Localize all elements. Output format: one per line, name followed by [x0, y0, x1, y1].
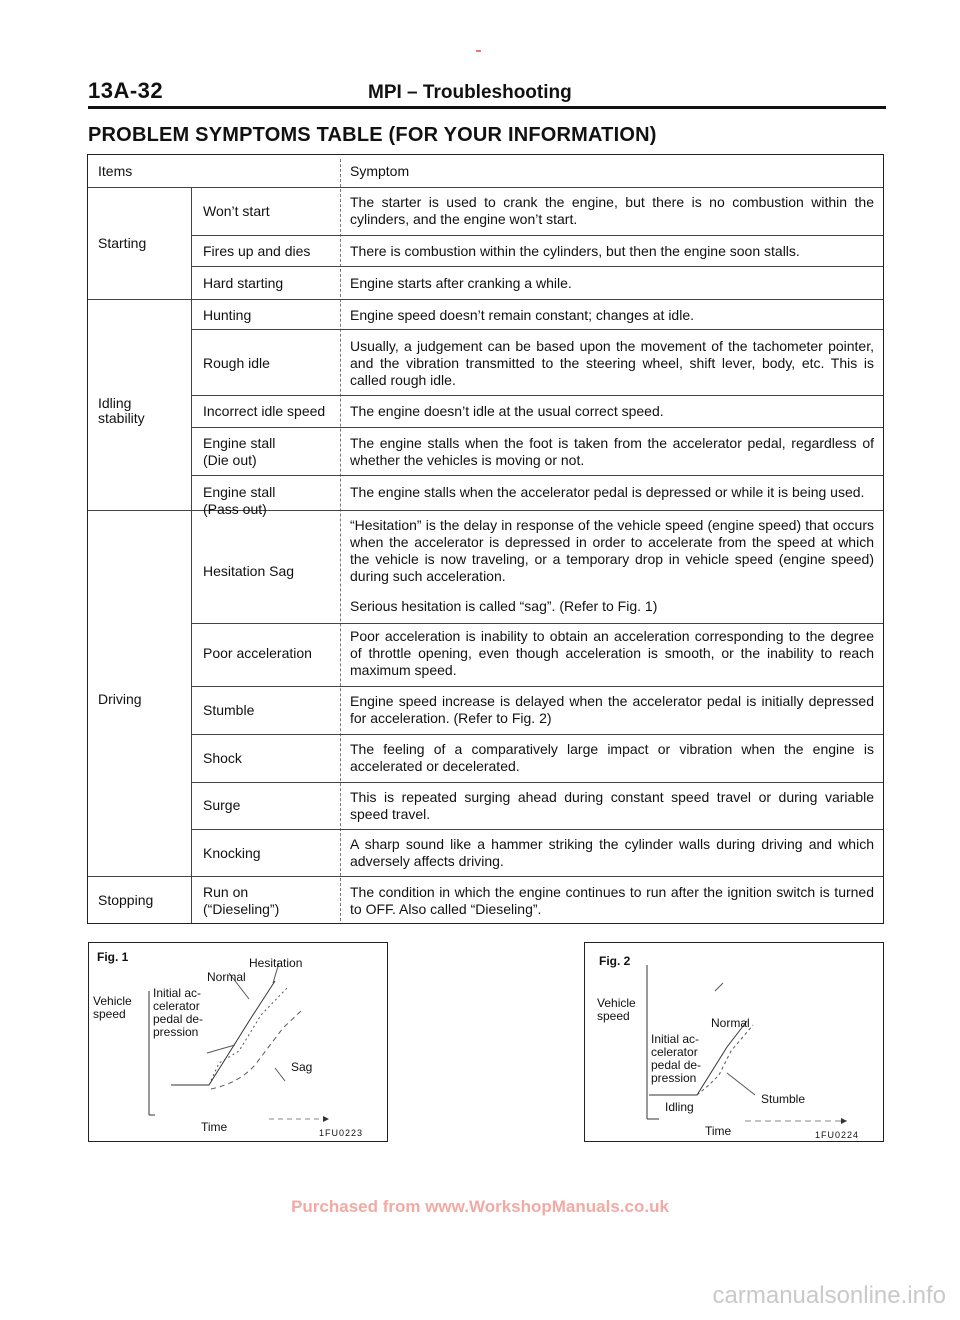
- row-divider: [191, 329, 883, 330]
- page-title: MPI – Troubleshooting: [368, 82, 572, 103]
- table-row-item: Hesitation Sag: [203, 563, 295, 579]
- figure-2-initial: Initial ac- celerator pedal de- pression: [651, 1032, 702, 1085]
- table-row-symptom: A sharp sound like a hammer striking the cylinder walls during driving and which adversely affects driving.: [350, 836, 874, 869]
- table-row-symptom: This is repeated surging ahead during constant speed travel or during variable speed travel.: [350, 789, 874, 822]
- group-label-stopping: Stopping: [98, 892, 154, 908]
- group-divider: [88, 876, 883, 877]
- row-divider: [191, 734, 883, 735]
- figure-2-graph: [585, 943, 885, 1143]
- table-row-item: Engine stall (Die out): [203, 435, 276, 468]
- figure-2-stumble: Stumble: [761, 1092, 806, 1106]
- row-divider: [191, 623, 883, 624]
- figure-2-y-axis: Vehicle speed: [597, 996, 636, 1023]
- table-row-symptom: The engine stalls when the foot is taken from the accelerator pedal, regardless of whether the vehicles is moving or not.: [350, 435, 874, 468]
- row-divider: [191, 686, 883, 687]
- symptoms-table: [87, 154, 884, 924]
- table-row-item: Incorrect idle speed: [203, 403, 326, 419]
- table-row-symptom: The engine stalls when the accelerator pedal is depressed or while it is being used.: [350, 484, 865, 500]
- row-divider: [191, 395, 883, 396]
- table-row-item: Hunting: [203, 307, 252, 323]
- row-divider: [191, 266, 883, 267]
- figure-2-idling: Idling: [665, 1100, 694, 1114]
- figure-2-x-axis: Time: [705, 1124, 732, 1138]
- section-title: PROBLEM SYMPTOMS TABLE (FOR YOUR INFORMATION): [88, 124, 657, 146]
- figure-2-normal: Normal: [711, 1016, 750, 1030]
- page-code: 13A-32: [88, 78, 164, 103]
- table-row-symptom: The condition in which the engine continues to run after the ignition switch is turned to OFF. Also called “Dieseling”.: [350, 884, 874, 917]
- group-label-driving: Driving: [98, 691, 142, 707]
- row-divider: [191, 235, 883, 236]
- table-row-symptom: The feeling of a comparatively large impact or vibration when the engine is accelerated or decelerated.: [350, 741, 874, 774]
- figure-1-x-axis: Time: [201, 1120, 228, 1134]
- symptom-column-divider: [340, 159, 341, 921]
- figure-1-code: 1FU0223: [319, 1128, 364, 1138]
- figure-1-normal: Normal: [207, 970, 246, 984]
- group-divider: [88, 299, 883, 300]
- table-row-symptom-note: Serious hesitation is called “sag”. (Refer to Fig. 1): [350, 598, 658, 614]
- table-row-symptom: The engine doesn’t idle at the usual correct speed.: [350, 403, 664, 419]
- table-row-item: Won’t start: [203, 203, 270, 219]
- group-label-idling: Idling stability: [98, 395, 145, 426]
- row-divider: [191, 782, 883, 783]
- table-row-symptom: There is combustion within the cylinders, but then the engine soon stalls.: [350, 243, 800, 259]
- table-row-symptom: Engine speed doesn’t remain constant; changes at idle.: [350, 307, 695, 323]
- table-row-symptom: Engine starts after cranking a while.: [350, 275, 572, 291]
- figure-1: [88, 942, 388, 1142]
- table-row-symptom: “Hesitation” is the delay in response of the vehicle speed (engine speed) that occurs when the accelerator is depressed in order to accelerate from the speed at which the vehicle is now traveling, or a temporary drop in vehicle speed (engine speed) during such acceleration.: [350, 517, 874, 584]
- table-row-item: Rough idle: [203, 355, 270, 371]
- group-label-starting: Starting: [98, 235, 147, 251]
- figure-1-label: Fig. 1: [97, 950, 129, 964]
- row-divider: [191, 427, 883, 428]
- figure-2-label: Fig. 2: [599, 954, 631, 968]
- table-row-symptom: Poor acceleration is inability to obtain an acceleration corresponding to the degree of throttle opening, even though acceleration is smooth, or the inability to reach maximum speed.: [350, 628, 874, 678]
- header-mark: [476, 50, 481, 52]
- table-row-symptom: Engine speed increase is delayed when the accelerator pedal is initially depressed for acceleration. (Refer to Fig. 2): [350, 693, 874, 726]
- table-row-symptom: Usually, a judgement can be based upon the movement of the tachometer pointer, and the vibration transmitted to the steering wheel, shift lever, body, etc. This is called rough idle.: [350, 338, 874, 388]
- table-row-item: Engine stall (Pass out): [203, 484, 276, 517]
- figure-1-initial: Initial ac- celerator pedal de- pression: [153, 986, 204, 1039]
- row-divider: [191, 475, 883, 476]
- header-divider: [88, 187, 883, 188]
- figure-2: [584, 942, 884, 1142]
- table-row-item: Hard starting: [203, 275, 284, 291]
- figure-2-code: 1FU0224: [815, 1130, 860, 1140]
- items-header: Items: [98, 163, 133, 179]
- table-row-item: Shock: [203, 750, 242, 766]
- figure-1-sag: Sag: [291, 1060, 313, 1074]
- symptom-header: Symptom: [350, 163, 410, 179]
- table-row-item: Surge: [203, 797, 241, 813]
- table-row-item: Run on (“Dieseling”): [203, 884, 280, 917]
- figure-1-y-axis: Vehicle speed: [93, 994, 132, 1021]
- table-row-item: Stumble: [203, 702, 255, 718]
- row-divider: [191, 829, 883, 830]
- table-row-item: Knocking: [203, 845, 261, 861]
- figure-1-hesitation: Hesitation: [249, 956, 303, 970]
- table-row-symptom: The starter is used to crank the engine, but there is no combustion within the cylinders, and the engine won’t start.: [350, 194, 874, 227]
- table-row-item: Poor acceleration: [203, 645, 312, 661]
- item-column-divider: [191, 187, 192, 923]
- table-row-item: Fires up and dies: [203, 243, 311, 259]
- watermark: carmanualsonline.info: [712, 1282, 946, 1309]
- header-rule: [88, 106, 886, 109]
- purchase-footer: Purchased from www.WorkshopManuals.co.uk: [291, 1197, 669, 1216]
